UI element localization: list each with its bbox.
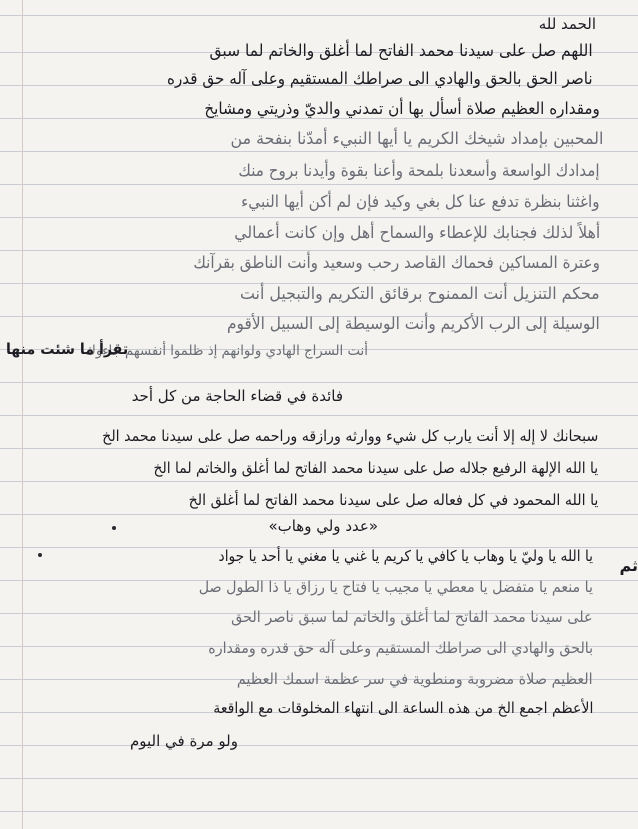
prayer-line-6: واغثنا بنظرة تدفع عنا كل بغي وكيد فإن لم أكن أيها النبيء (241, 192, 600, 211)
prayer-line-2: ناصر الحق بالحق والهادي الى صراطك المستقيم وعلى آله حق قدره (167, 69, 593, 88)
second-prayer-line-2: يا منعم يا متفضل يا معطي يا مجيب يا فتاح يا رزاق يا ذا الطول صل (198, 578, 593, 596)
second-prayer-line-1: يا الله يا وليّ يا وهاب يا كافي يا كريم يا غني يا مغني يا أحد يا جواد (218, 547, 593, 565)
prayer-line-4: المحبين بإمداد شيخك الكريم يا أيها النبيء أمدّنا بنفحة من (230, 129, 603, 148)
page-margin-line (22, 0, 23, 829)
prayer-line-9: محكم التنزيل أنت الممنوح برقائق التكريم والتبجيل أنت (240, 284, 600, 303)
prayer-line-11: أنت السراج الهادي ولوانهم إذ ظلموا أنفسهم جاءوك (84, 343, 368, 359)
second-prayer-line-3: على سيدنا محمد الفاتح لما أغلق والخاتم لما سبق ناصر الحق (231, 608, 593, 626)
section-title: فائدة في قضاء الحاجة من كل أحد (131, 387, 343, 405)
bullet-dot (112, 526, 116, 530)
second-prayer-line-6: الأعظم اجمع الخ من هذه الساعة الى انتهاء المخلوقات مع الواقعة (212, 699, 593, 717)
prayer-line-8: وعترة المساكين فحماك القاصد رحب وسعيد وأنت الناطق بقرآنك (193, 253, 600, 272)
section-line-3: يا الله المحمود في كل فعاله صل على سيدنا محمد الفاتح لما أغلق الخ (188, 491, 598, 509)
section-line-1: سبحانك لا إله إلا أنت يارب كل شيء ووارثه ورازقه وراحمه صل على سيدنا محمد الخ (101, 427, 598, 445)
section-line-2: يا الله الإلهة الرفيع جلاله صل على سيدنا محمد الفاتح لما أغلق والخاتم لما الخ (153, 459, 598, 477)
prayer-line-10: الوسيلة إلى الرب الأكريم وأنت الوسيطة إلى السبيل الأقوم (227, 314, 600, 333)
prayer-line-1: اللهم صل على سيدنا محمد الفاتح لما أغلق والخاتم لما سبق (209, 41, 593, 60)
prayer-line-7: أهلاً لذلك فجنابك للإعطاء والسماح أهل وإن كانت أعمالي (234, 223, 600, 242)
prayer-line-3: ومقداره العظيم صلاة أسأل بها أن تمدني والديّ وذريتي ومشايخ (204, 99, 600, 118)
page-header-title: الحمد لله (538, 15, 596, 33)
prayer-line-5: إمدادك الواسعة وأسعدنا بلمحة وأعنا بقوة وأيدنا بروح منك (238, 161, 600, 180)
bullet-dot (38, 553, 42, 557)
prayer-note: تقرأ ما شئت منها (5, 340, 128, 358)
section-line-4: «عدد ولي وهاب» (268, 517, 378, 535)
second-prayer-line-4: بالحق والهادي الى صراطك المستقيم وعلى آله حق قدره ومقداره (208, 639, 593, 657)
second-prayer-marker: ثم (619, 556, 638, 575)
second-prayer-line-7: ولو مرة في اليوم (129, 732, 238, 750)
second-prayer-line-5: العظيم صلاة مضروبة ومنطوية في سر عظمة اسمك العظيم (237, 670, 593, 688)
